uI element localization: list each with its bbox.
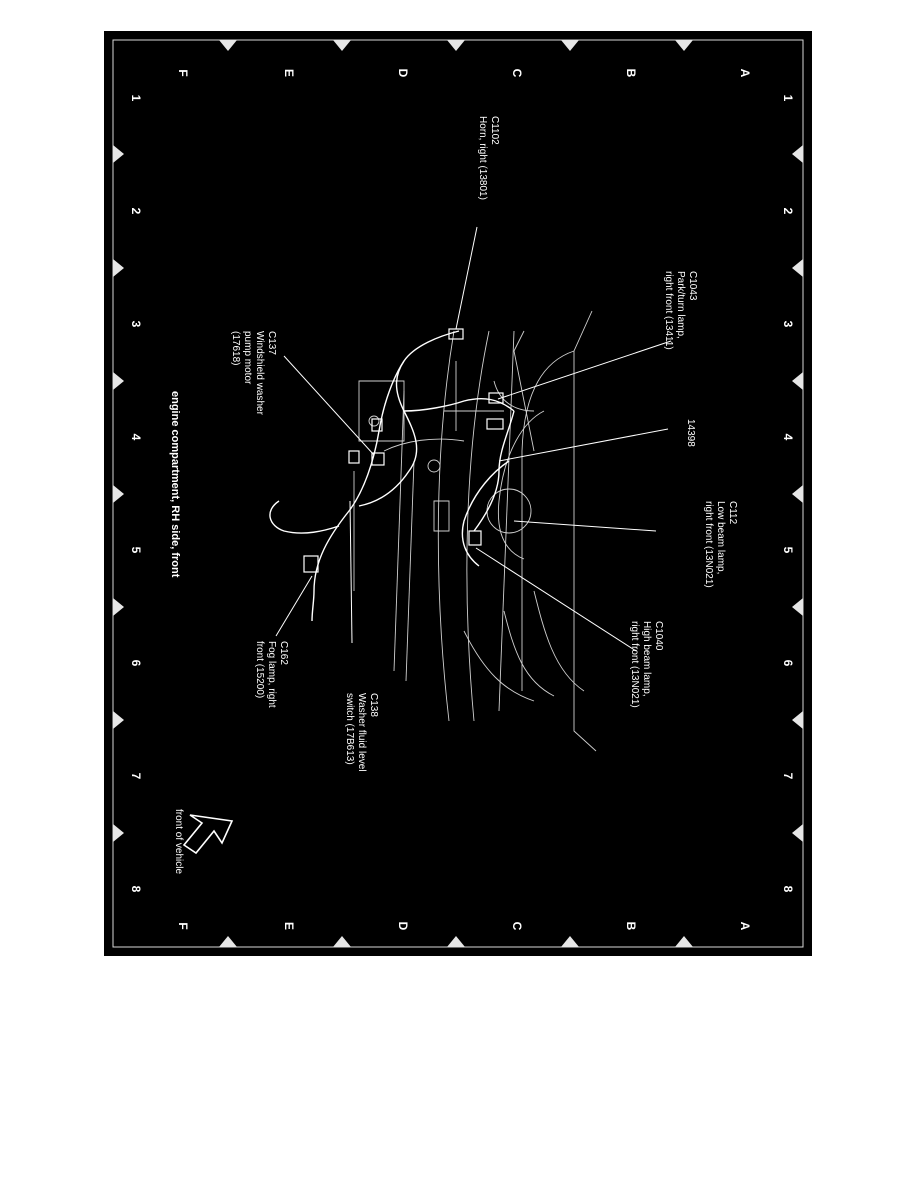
svg-text:(17618): (17618) (230, 331, 241, 366)
col-label-right-8: 8 (781, 885, 795, 893)
row-label-bottom-A: A (738, 921, 752, 931)
col-label-right-7: 7 (781, 772, 795, 780)
svg-text:C137: C137 (266, 331, 277, 355)
diagram-title (169, 391, 181, 578)
svg-text:Park/turn lamp,: Park/turn lamp, (675, 271, 686, 339)
col-label-left-6: 6 (129, 659, 143, 667)
svg-text:pump motor: pump motor (242, 331, 253, 385)
col-label-right-1: 1 (781, 94, 795, 102)
svg-text:Fog lamp, right: Fog lamp, right (266, 641, 277, 708)
col-label-left-7: 7 (129, 772, 143, 780)
col-label-left-5: 5 (129, 546, 143, 554)
svg-text:front (15200): front (15200) (254, 641, 265, 699)
row-label-bottom-F: F (176, 922, 190, 930)
svg-text:C1043: C1043 (687, 271, 698, 301)
row-label-bottom-B: B (624, 921, 638, 931)
front-of-vehicle-label (173, 809, 184, 874)
row-label-top-E: E (282, 68, 296, 78)
col-label-right-2: 2 (781, 207, 795, 215)
svg-text:Low beam lamp,: Low beam lamp, (715, 501, 726, 575)
svg-text:High beam lamp,: High beam lamp, (641, 621, 652, 697)
col-label-right-5: 5 (781, 546, 795, 554)
svg-text:right front (13N021): right front (13N021) (703, 501, 714, 588)
svg-text:engine compartment, RH side, f: engine compartment, RH side, front (169, 391, 181, 578)
col-label-left-3: 3 (129, 320, 143, 328)
wiring-locator-diagram (104, 31, 812, 956)
callout-14398 (685, 419, 696, 447)
svg-text:C138: C138 (368, 693, 379, 717)
svg-text:C112: C112 (727, 501, 738, 525)
svg-text:front of vehicle: front of vehicle (173, 809, 184, 875)
row-label-top-F: F (176, 69, 190, 77)
svg-text:Washer fluid level: Washer fluid level (356, 693, 367, 772)
svg-text:C162: C162 (278, 641, 289, 665)
svg-text:14398: 14398 (685, 419, 696, 447)
svg-text:switch (17B613): switch (17B613) (344, 693, 355, 765)
col-label-right-4: 4 (781, 433, 795, 441)
col-label-right-6: 6 (781, 659, 795, 667)
col-label-left-4: 4 (129, 433, 143, 441)
svg-text:C1102: C1102 (489, 116, 500, 145)
row-label-top-B: B (624, 68, 638, 78)
row-label-top-C: C (510, 68, 524, 78)
svg-text:right front (13411): right front (13411) (663, 271, 674, 350)
col-label-left-1: 1 (129, 94, 143, 102)
col-label-left-2: 2 (129, 207, 143, 215)
col-label-right-3: 3 (781, 320, 795, 328)
row-label-bottom-D: D (396, 921, 410, 931)
col-label-left-8: 8 (129, 885, 143, 893)
svg-text:C1040: C1040 (653, 621, 664, 651)
svg-text:right front (13N021): right front (13N021) (629, 621, 640, 708)
row-label-top-D: D (396, 68, 410, 78)
svg-text:Windshield washer: Windshield washer (254, 331, 265, 415)
row-label-top-A: A (738, 68, 752, 78)
svg-text:Horn, right (13801): Horn, right (13801) (477, 116, 488, 200)
row-label-bottom-C: C (510, 921, 524, 931)
row-label-bottom-E: E (282, 921, 296, 931)
